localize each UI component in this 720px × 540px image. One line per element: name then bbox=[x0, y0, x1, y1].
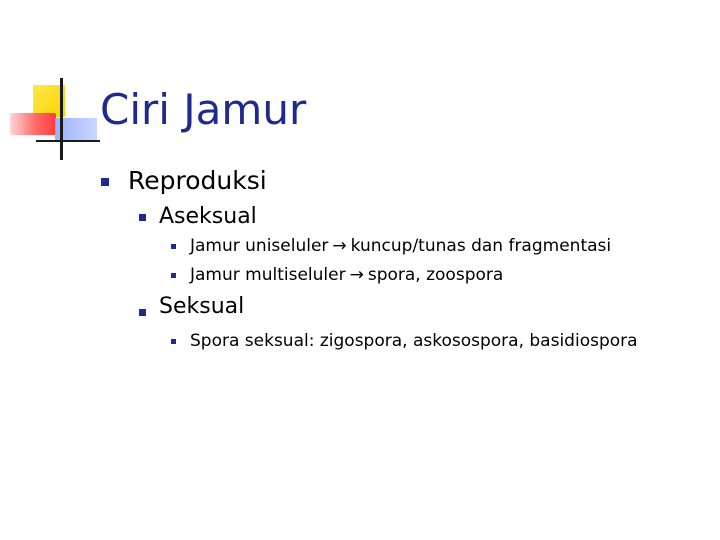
bullet-seksual: Seksual bbox=[159, 294, 245, 319]
bullet-uniseluler bbox=[190, 235, 611, 257]
square-bullet-icon bbox=[171, 273, 176, 278]
ornament-horizontal-line bbox=[36, 140, 100, 142]
multiseluler-result: spora, zoospora bbox=[367, 265, 504, 285]
slide-title: Ciri Jamur bbox=[100, 85, 307, 134]
right-arrow-icon: → bbox=[332, 236, 347, 256]
bullet-aseksual: Aseksual bbox=[159, 204, 257, 229]
uniseluler-label: Jamur uniseluler bbox=[190, 236, 329, 256]
multiseluler-label: Jamur multiseluler bbox=[190, 265, 346, 285]
right-arrow-icon: → bbox=[349, 265, 364, 285]
uniseluler-result: kuncup/tunas dan fragmentasi bbox=[350, 236, 612, 256]
square-bullet-icon bbox=[101, 178, 109, 186]
square-bullet-icon bbox=[139, 214, 146, 221]
square-bullet-icon bbox=[171, 339, 176, 344]
square-bullet-icon bbox=[171, 244, 176, 249]
square-bullet-icon bbox=[139, 309, 146, 316]
bullet-spora-seksual: Spora seksual: zigospora, askosospora, basidiospora bbox=[190, 331, 638, 351]
bullet-reproduksi: Reproduksi bbox=[128, 166, 267, 195]
ornament-red-bar bbox=[10, 113, 56, 135]
bullet-multiseluler bbox=[190, 264, 503, 286]
ornament-vertical-line bbox=[60, 78, 63, 160]
